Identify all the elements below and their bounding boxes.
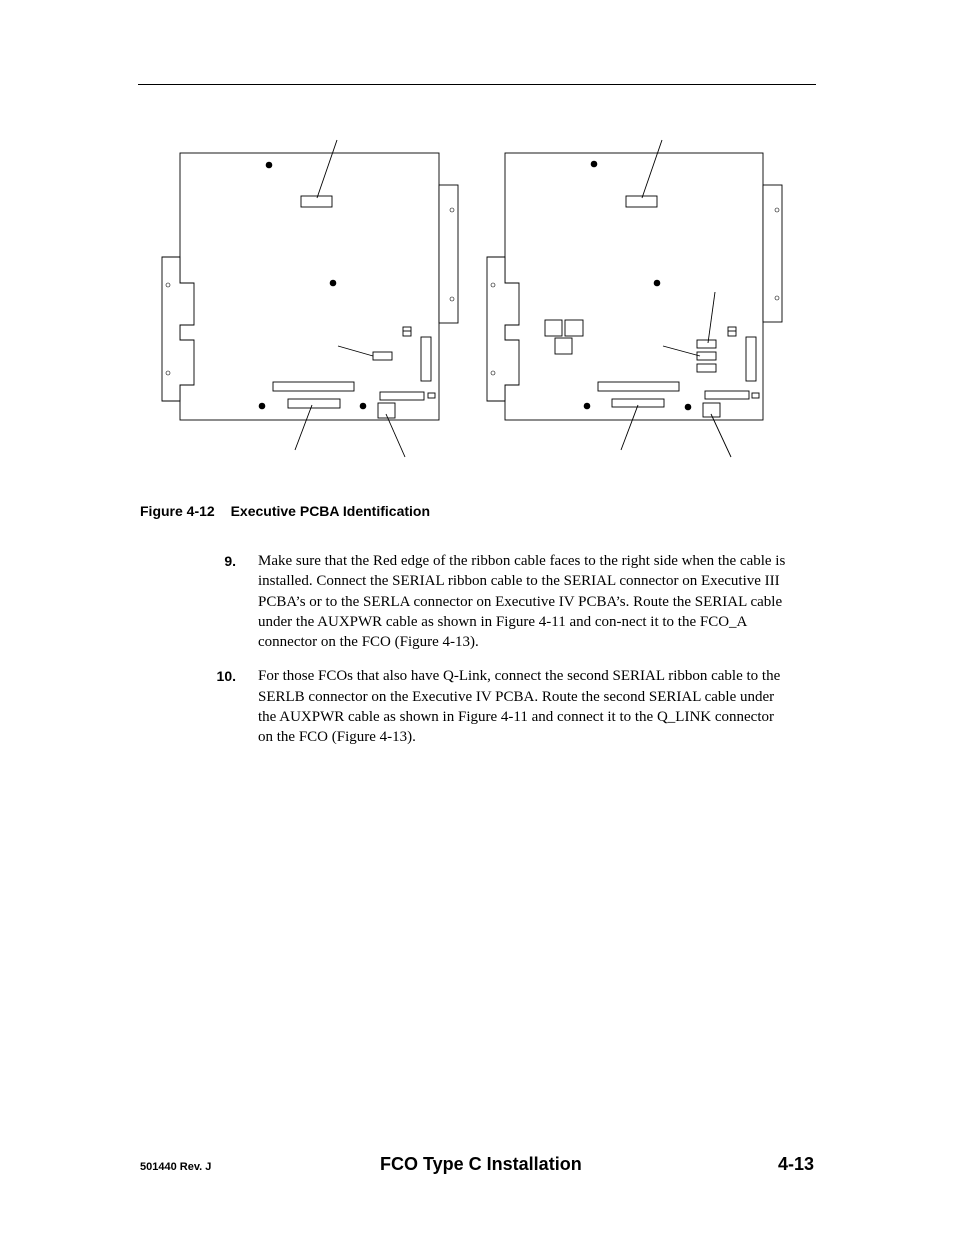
instruction-list xyxy=(210,551,790,762)
figure-caption xyxy=(140,503,430,519)
board-executive-iv xyxy=(487,140,782,457)
step-number: 9. xyxy=(224,553,236,569)
page-number: 4-13 xyxy=(777,1154,814,1174)
header-rule xyxy=(138,84,816,85)
page-footer xyxy=(140,1152,816,1182)
list-item xyxy=(210,666,790,747)
doc-number: 501440 Rev. J xyxy=(140,1161,212,1173)
pcba-diagram xyxy=(150,130,800,470)
section-title: FCO Type C Installation xyxy=(380,1154,582,1174)
step-text: Make sure that the Red edge of the ribbon cable faces to the right side when the cable is installed. Connect the SERIAL ribbon cable to the SERIAL connector on Executive III PCBA’s or to the SERLA connector on Executive IV PCBA’s. Route the SERIAL cable under the AUXPWR cable as shown in Figure 4-11 and con-nect it to the FCO_A connector on the FCO (Figure 4-13). xyxy=(258,553,786,651)
step-text: For those FCOs that also have Q-Link, connect the second SERIAL ribbon cable to the SERLB connector on the Executive IV PCBA. Route the second SERIAL cable under the AUXPWR cable as shown in Figure 4-11 and connect it to the Q_LINK connector on the FCO (Figure 4-13). xyxy=(258,668,781,746)
list-item xyxy=(210,551,790,652)
board-executive-iii xyxy=(162,140,458,457)
figure-number: Figure 4-12 xyxy=(140,503,215,519)
step-number: 10. xyxy=(216,668,236,685)
figure-title: Executive PCBA Identification xyxy=(230,503,431,519)
